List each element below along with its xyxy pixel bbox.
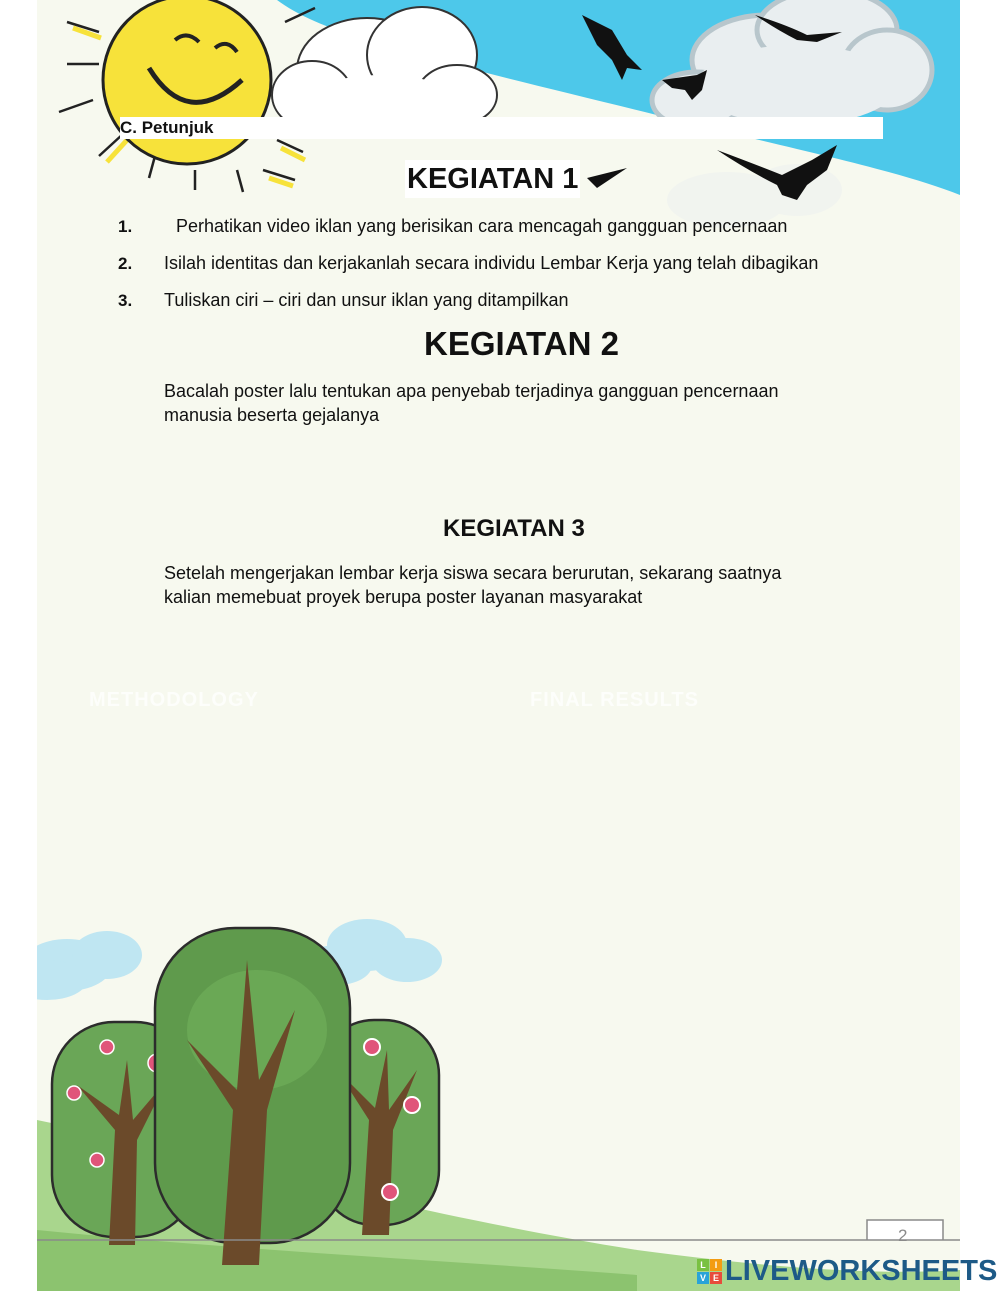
cloud-bottom-left	[37, 931, 142, 1000]
liveworksheets-logo-icon	[697, 1259, 722, 1284]
cloud-top-center	[272, 7, 497, 135]
activity-3-title: KEGIATAN 3	[443, 515, 585, 542]
activity-1-item-1-text: Perhatikan video iklan yang berisikan cara mencagah gangguan pencernaan	[176, 216, 788, 236]
tree-center	[155, 928, 350, 1265]
logo-letter-i: I	[710, 1259, 722, 1271]
activity-2-title: KEGIATAN 2	[424, 325, 619, 362]
logo-letter-v: V	[697, 1272, 709, 1284]
section-heading: C. Petunjuk	[120, 117, 883, 139]
page-number: 2	[898, 1226, 908, 1245]
brand-name: LIVEWORKSHEETS	[725, 1254, 998, 1287]
activity-1-item-3-text: Tuliskan ciri – ciri dan unsur iklan yang ditampilkan	[164, 290, 569, 310]
sun	[103, 0, 271, 164]
activity-3-body-line-2: kalian memebuat proyek berupa poster layanan masyarakat	[164, 587, 643, 607]
logo-letter-e: E	[710, 1272, 722, 1284]
activity-2-body-line-1: Bacalah poster lalu tentukan apa penyebab terjadinya gangguan pencernaan	[164, 381, 779, 401]
activity-1-item-3-number: 3.	[118, 291, 133, 310]
activity-1-item-2-text: Isilah identitas dan kerjakanlah secara individu Lembar Kerja yang telah dibagikan	[164, 253, 819, 273]
activity-1-item-2-number: 2.	[118, 254, 133, 273]
activity-2-body-line-2: manusia beserta gejalanya	[164, 405, 380, 425]
faded-label-final-results: FINAL RESULTS	[530, 689, 699, 711]
activity-3-body-line-1: Setelah mengerjakan lembar kerja siswa secara berurutan, sekarang saatnya	[164, 563, 782, 583]
activity-1-title: KEGIATAN 1	[405, 160, 580, 198]
activity-1-item-1-number: 1.	[118, 217, 133, 236]
logo-letter-l: L	[697, 1259, 709, 1271]
worksheet-page	[37, 0, 960, 1291]
liveworksheets-brand[interactable]	[697, 1254, 997, 1288]
faded-label-methodology: METHODOLOGY	[89, 689, 259, 711]
